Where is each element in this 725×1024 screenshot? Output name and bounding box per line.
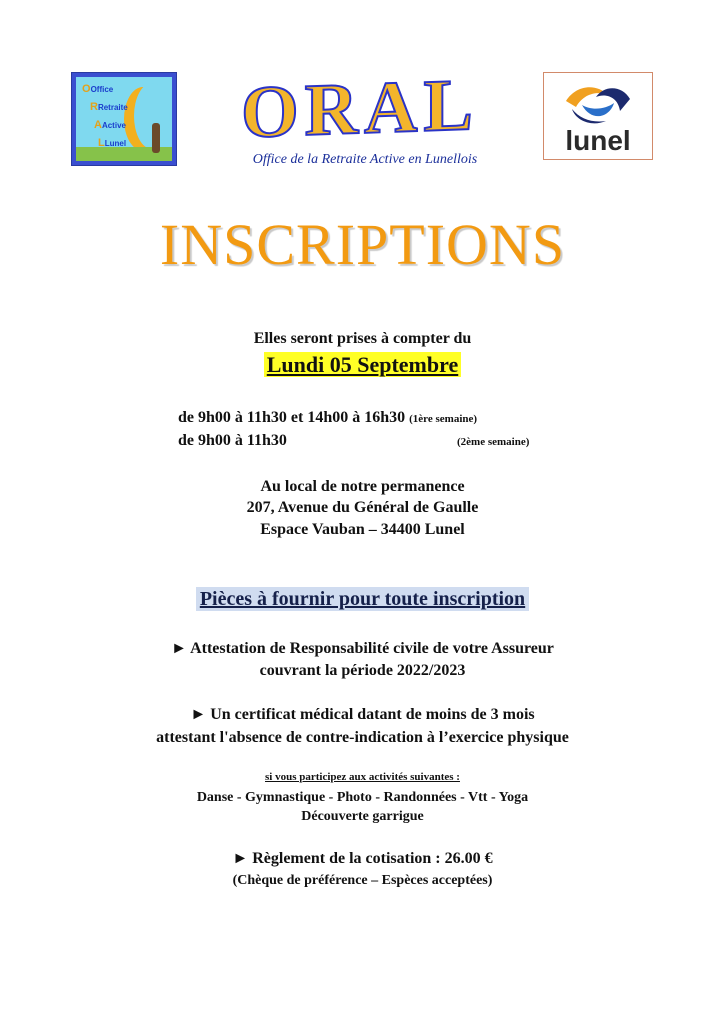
start-date-line bbox=[0, 352, 725, 378]
location-line-1: Au local de notre permanence bbox=[260, 478, 465, 495]
oral-logo: OOffice RRetraite AActive LLunel bbox=[71, 72, 177, 166]
org-subtitle: Office de la Retraite Active en Lunellois bbox=[252, 152, 478, 167]
page-title: INSCRIPTIONS bbox=[159, 212, 566, 277]
medical-detail: attestant l'absence de contre-indication à l’exercice physique bbox=[156, 729, 569, 746]
intro-text: Elles seront prises à compter du bbox=[253, 330, 472, 347]
insurance-period: couvrant la période 2022/2023 bbox=[259, 662, 466, 679]
activities-heading: si vous participez aux activités suivantes : bbox=[265, 771, 460, 783]
payment-note: (Chèque de préférence – Espèces acceptées) bbox=[232, 873, 493, 888]
location-line-2: 207, Avenue du Général de Gaulle bbox=[246, 499, 479, 516]
hours-week1 bbox=[178, 409, 477, 427]
hours-week2-label: (2ème semaine) bbox=[457, 436, 530, 448]
hours-week1-time: de 9h00 à 11h30 et 14h00 à 16h30 bbox=[178, 409, 406, 426]
lunel-logo-text: lunel bbox=[565, 125, 631, 156]
lunel-emblem-icon bbox=[562, 81, 634, 129]
lunel-logo bbox=[543, 72, 653, 160]
hiker-figure-icon bbox=[152, 123, 160, 153]
insurance-requirement: ► Attestation de Responsabilité civile de votre Assureur bbox=[171, 640, 554, 657]
medical-requirement: ► Un certificat médical datant de moins de 3 mois bbox=[190, 706, 535, 723]
hours-week2-time: de 9h00 à 11h30 bbox=[178, 432, 287, 449]
org-name-wordart: ORAL bbox=[241, 63, 479, 155]
activities-list-2: Découverte garrigue bbox=[301, 809, 424, 824]
documents-heading: Pièces à fournir pour toute inscription bbox=[196, 587, 529, 611]
location-line-3: Espace Vauban – 34400 Lunel bbox=[260, 521, 465, 538]
hours-week1-label: (1ère semaine) bbox=[409, 413, 478, 425]
fee-line: ► Règlement de la cotisation : 26.00 € bbox=[232, 850, 493, 867]
start-date: Lundi 05 Septembre bbox=[264, 352, 462, 377]
activities-list: Danse - Gymnastique - Photo - Randonnées - Vtt - Yoga bbox=[196, 790, 529, 805]
documents-heading-line bbox=[0, 588, 725, 611]
